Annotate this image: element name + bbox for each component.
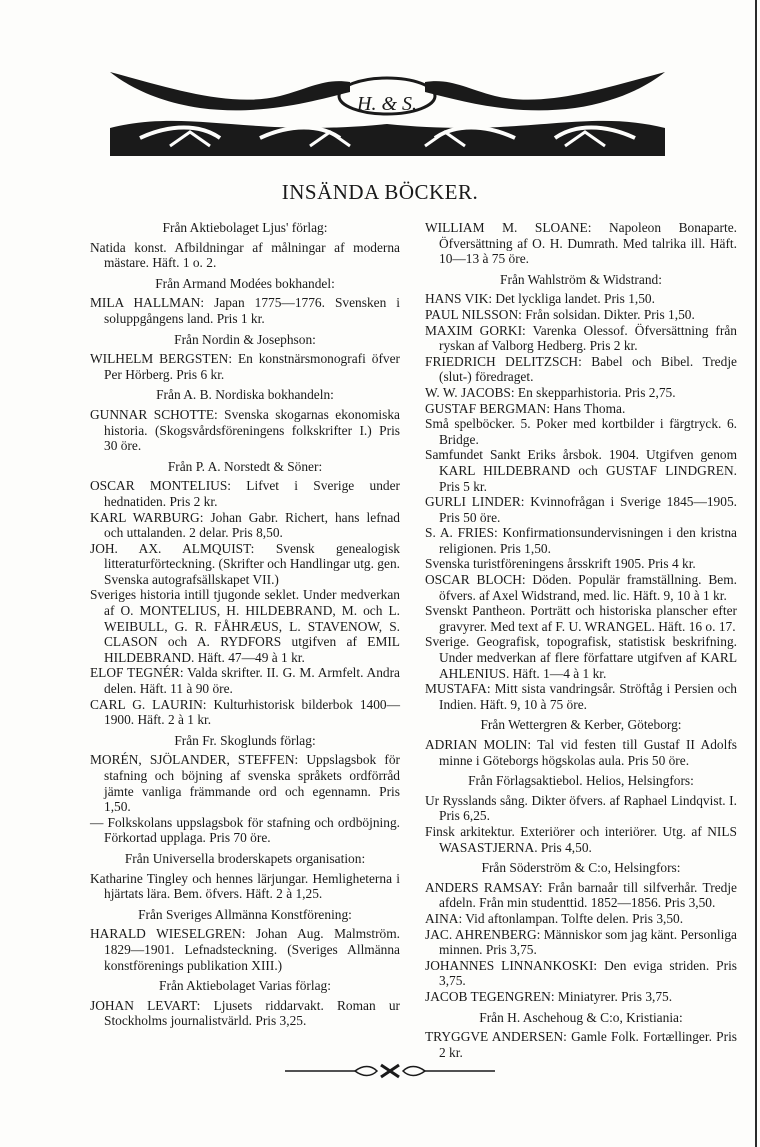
book-entry: MAXIM GORKI: Varenka Olessof. Öfversättning från ryskan af Valborg Hedberg. Pris 2 kr.	[425, 322, 737, 354]
book-entry: JOHAN LEVART: Ljusets riddarvakt. Roman ur Stockholms journalistvärld. Pris 3,25.	[90, 997, 400, 1029]
footer-ornament	[285, 1063, 495, 1079]
book-entry: Ur Rysslands sång. Dikter öfvers. af Raphael Lindqvist. I. Pris 6,25.	[425, 792, 737, 824]
publisher-heading: Från Nordin & Josephson:	[174, 331, 316, 347]
book-entry: ELOF TEGNÉR: Valda skrifter. II. G. M. Armfelt. Andra delen. Häft. 11 à 90 öre.	[90, 665, 400, 697]
book-entry: GURLI LINDER: Kvinnofrågan i Sverige 1845—1905. Pris 50 öre.	[425, 494, 737, 525]
publisher-heading: Från Förlagsaktiebol. Helios, Helsingfors:	[468, 773, 694, 789]
book-entry: S. A. FRIES: Konfirmationsundervisningen i den kristna religionen. Pris 1,50.	[425, 525, 737, 556]
book-entry: Små spelböcker. 5. Poker med kortbilder i färgtryck. 6. Bridge.	[425, 416, 737, 447]
book-entry: OSCAR MONTELIUS: Lifvet i Sverige under hednatiden. Pris 2 kr.	[90, 478, 400, 509]
book-entry: — Folkskolans uppslagsbok för stafning och ordböjning. Förkortad upplaga. Pris 70 öre.	[90, 814, 400, 846]
publisher-heading: Från A. B. Nordiska bokhandeln:	[156, 387, 334, 403]
book-entry: GUSTAF BERGMAN: Hans Thoma.	[425, 400, 626, 416]
publisher-heading: Från Armand Modées bokhandel:	[155, 275, 335, 291]
book-entry: FRIEDRICH DELITZSCH: Babel och Bibel. Tredje (slut-) föredraget.	[425, 353, 737, 385]
page-title: INSÄNDA BÖCKER.	[281, 180, 479, 204]
publisher-heading: Från Wettergren & Kerber, Göteborg:	[480, 717, 682, 733]
publisher-heading: Från Söderström & C:o, Helsingfors:	[481, 860, 681, 876]
header-ornament	[110, 68, 665, 156]
book-entry: Svenska turistföreningens årsskrift 1905. Pris 4 kr.	[425, 556, 696, 572]
book-entry: MORÉN, SJÖLANDER, STEFFEN: Uppslagsbok för stafning och böjning af svenska språkets ordförråd jämte vanliga främmande ord och egennamn. Pris 1,50.	[90, 752, 400, 815]
publisher-heading: Från Aktiebolaget Varias förlag:	[159, 978, 331, 994]
book-entry: MILA HALLMAN: Japan 1775—1776. Svensken i soluppgångens land. Pris 1 kr.	[90, 295, 400, 326]
book-entry: HARALD WIESELGREN: Johan Aug. Malmström. 1829—1901. Lefnadsteckning. (Sveriges Allmänna konstförenings publikation XIII.)	[90, 926, 400, 973]
book-entry: AINA: Vid aftonlampan. Tolfte delen. Pris 3,50.	[425, 910, 684, 926]
book-entry: MUSTAFA: Mitt sista vandringsår. Ströftåg i Persien och Indien. Häft. 9, 10 à 75 öre.	[425, 681, 737, 712]
book-entry: W. W. JACOBS: En skepparhistoria. Pris 2,75.	[425, 384, 676, 400]
book-entry: PAUL NILSSON: Från solsidan. Dikter. Pris 1,50.	[425, 306, 695, 322]
book-entry: CARL G. LAURIN: Kulturhistorisk bilderbok 1400—1900. Häft. 2 à 1 kr.	[90, 696, 400, 728]
publisher-heading: Från Aktiebolaget Ljus' förlag:	[162, 220, 328, 235]
publisher-heading: Från P. A. Norstedt & Söner:	[167, 458, 323, 474]
book-entry: Katharine Tingley och hennes lärjungar. Hemligheterna i hjärtats lära. Bem. öfvers. Häft. 2 à 1,25.	[90, 870, 400, 902]
book-entry: Samfundet Sankt Eriks årsbok. 1904. Utgifven genom KARL HILDEBRAND och GUSTAF LINDGREN. Pris 5 kr.	[425, 447, 737, 494]
book-entry: OSCAR BLOCH: Döden. Populär framställning. Bem. öfvers. af Axel Widstrand, med. lic. Häft. 9, 10 à 1 kr.	[425, 572, 737, 603]
publisher-heading: Från H. Aschehoug & C:o, Kristiania:	[479, 1009, 683, 1025]
book-entry: Sveriges historia intill tjugonde seklet. Under medverkan af O. MONTELIUS, H. HILDEBRAND, M. och L. WEIBULL, G. R. FÅHRÆUS, L. STAVENOW, S. CLASON och A. RYDFORS utgifven af EMIL HILDEBRAND. Häft. 47—49 à 1 kr.	[90, 587, 400, 665]
book-entry: JOH. AX. ALMQUIST: Svensk genealogisk litteraturförteckning. (Skrifter och Handlingar utg. gen. Svenska autografsällskapet VII.)	[90, 540, 400, 587]
left-column	[90, 220, 400, 1029]
book-entry: JAC. AHRENBERG: Människor som jag känt. Personliga minnen. Pris 3,75.	[425, 926, 737, 958]
book-entry: HANS VIK: Det lyckliga landet. Pris 1,50.	[425, 291, 655, 307]
book-entry: ADRIAN MOLIN: Tal vid festen till Gustaf II Adolfs minne i Göteborgs högskolas aula. Pris 50 öre.	[425, 737, 737, 768]
book-entry: Sverige. Geografisk, topografisk, statistisk beskrifning. Under medverkan af flere författare utgifven af KARL AHLENIUS. Häft. 1—4 à 1 kr.	[425, 634, 737, 681]
book-entry: Finsk arkitektur. Exteriörer och interiörer. Utg. af NILS WASASTJERNA. Pris 4,50.	[425, 823, 737, 855]
monogram: H. & S.	[357, 93, 417, 115]
book-entry: GUNNAR SCHOTTE: Svenska skogarnas ekonomiska historia. (Skogsvårdsföreningens folkskrifter I.) Pris 30 öre.	[90, 406, 400, 454]
publisher-heading: Från Wahlström & Widstrand:	[500, 271, 662, 287]
book-entry: TRYGGVE ANDERSEN: Gamle Folk. Fortællinger. Pris 2 kr.	[425, 1029, 737, 1060]
page-edge-rule	[755, 0, 757, 1147]
publisher-heading: Från Universella broderskapets organisation:	[124, 850, 366, 866]
book-entry: WILHELM BERGSTEN: En konstnärsmonografi öfver Per Hörberg. Pris 6 kr.	[90, 351, 400, 382]
book-entry: Svenskt Pantheon. Porträtt och historiska planscher efter gravyrer. Med text af F. U. WRANGEL. Häft. 16 o. 17.	[425, 603, 737, 634]
book-entry: WILLIAM M. SLOANE: Napoleon Bonaparte. Öfversättning af O. H. Dumrath. Med talrika ill. Häft. 10—13 à 75 öre.	[425, 220, 737, 267]
book-entry: KARL WARBURG: Johan Gabr. Richert, hans lefnad och uttalanden. 2 delar. Pris 8,50.	[90, 509, 400, 541]
book-entry: ANDERS RAMSAY: Från barnaår till silfverhår. Tredje afdeln. Från min studenttid. 1852—1856. Pris 3,50.	[425, 879, 737, 911]
right-column	[425, 220, 737, 1060]
book-entry: JACOB TEGENGREN: Miniatyrer. Pris 3,75.	[425, 988, 673, 1004]
publisher-heading: Från Sveriges Allmänna Konstförening:	[138, 906, 352, 922]
book-entry: Natida konst. Afbildningar af målningar af moderna mästare. Häft. 1 o. 2.	[90, 239, 400, 271]
book-entry: JOHANNES LINNANKOSKI: Den eviga striden. Pris 3,75.	[425, 957, 737, 989]
publisher-heading: Från Fr. Skoglunds förlag:	[174, 732, 316, 748]
